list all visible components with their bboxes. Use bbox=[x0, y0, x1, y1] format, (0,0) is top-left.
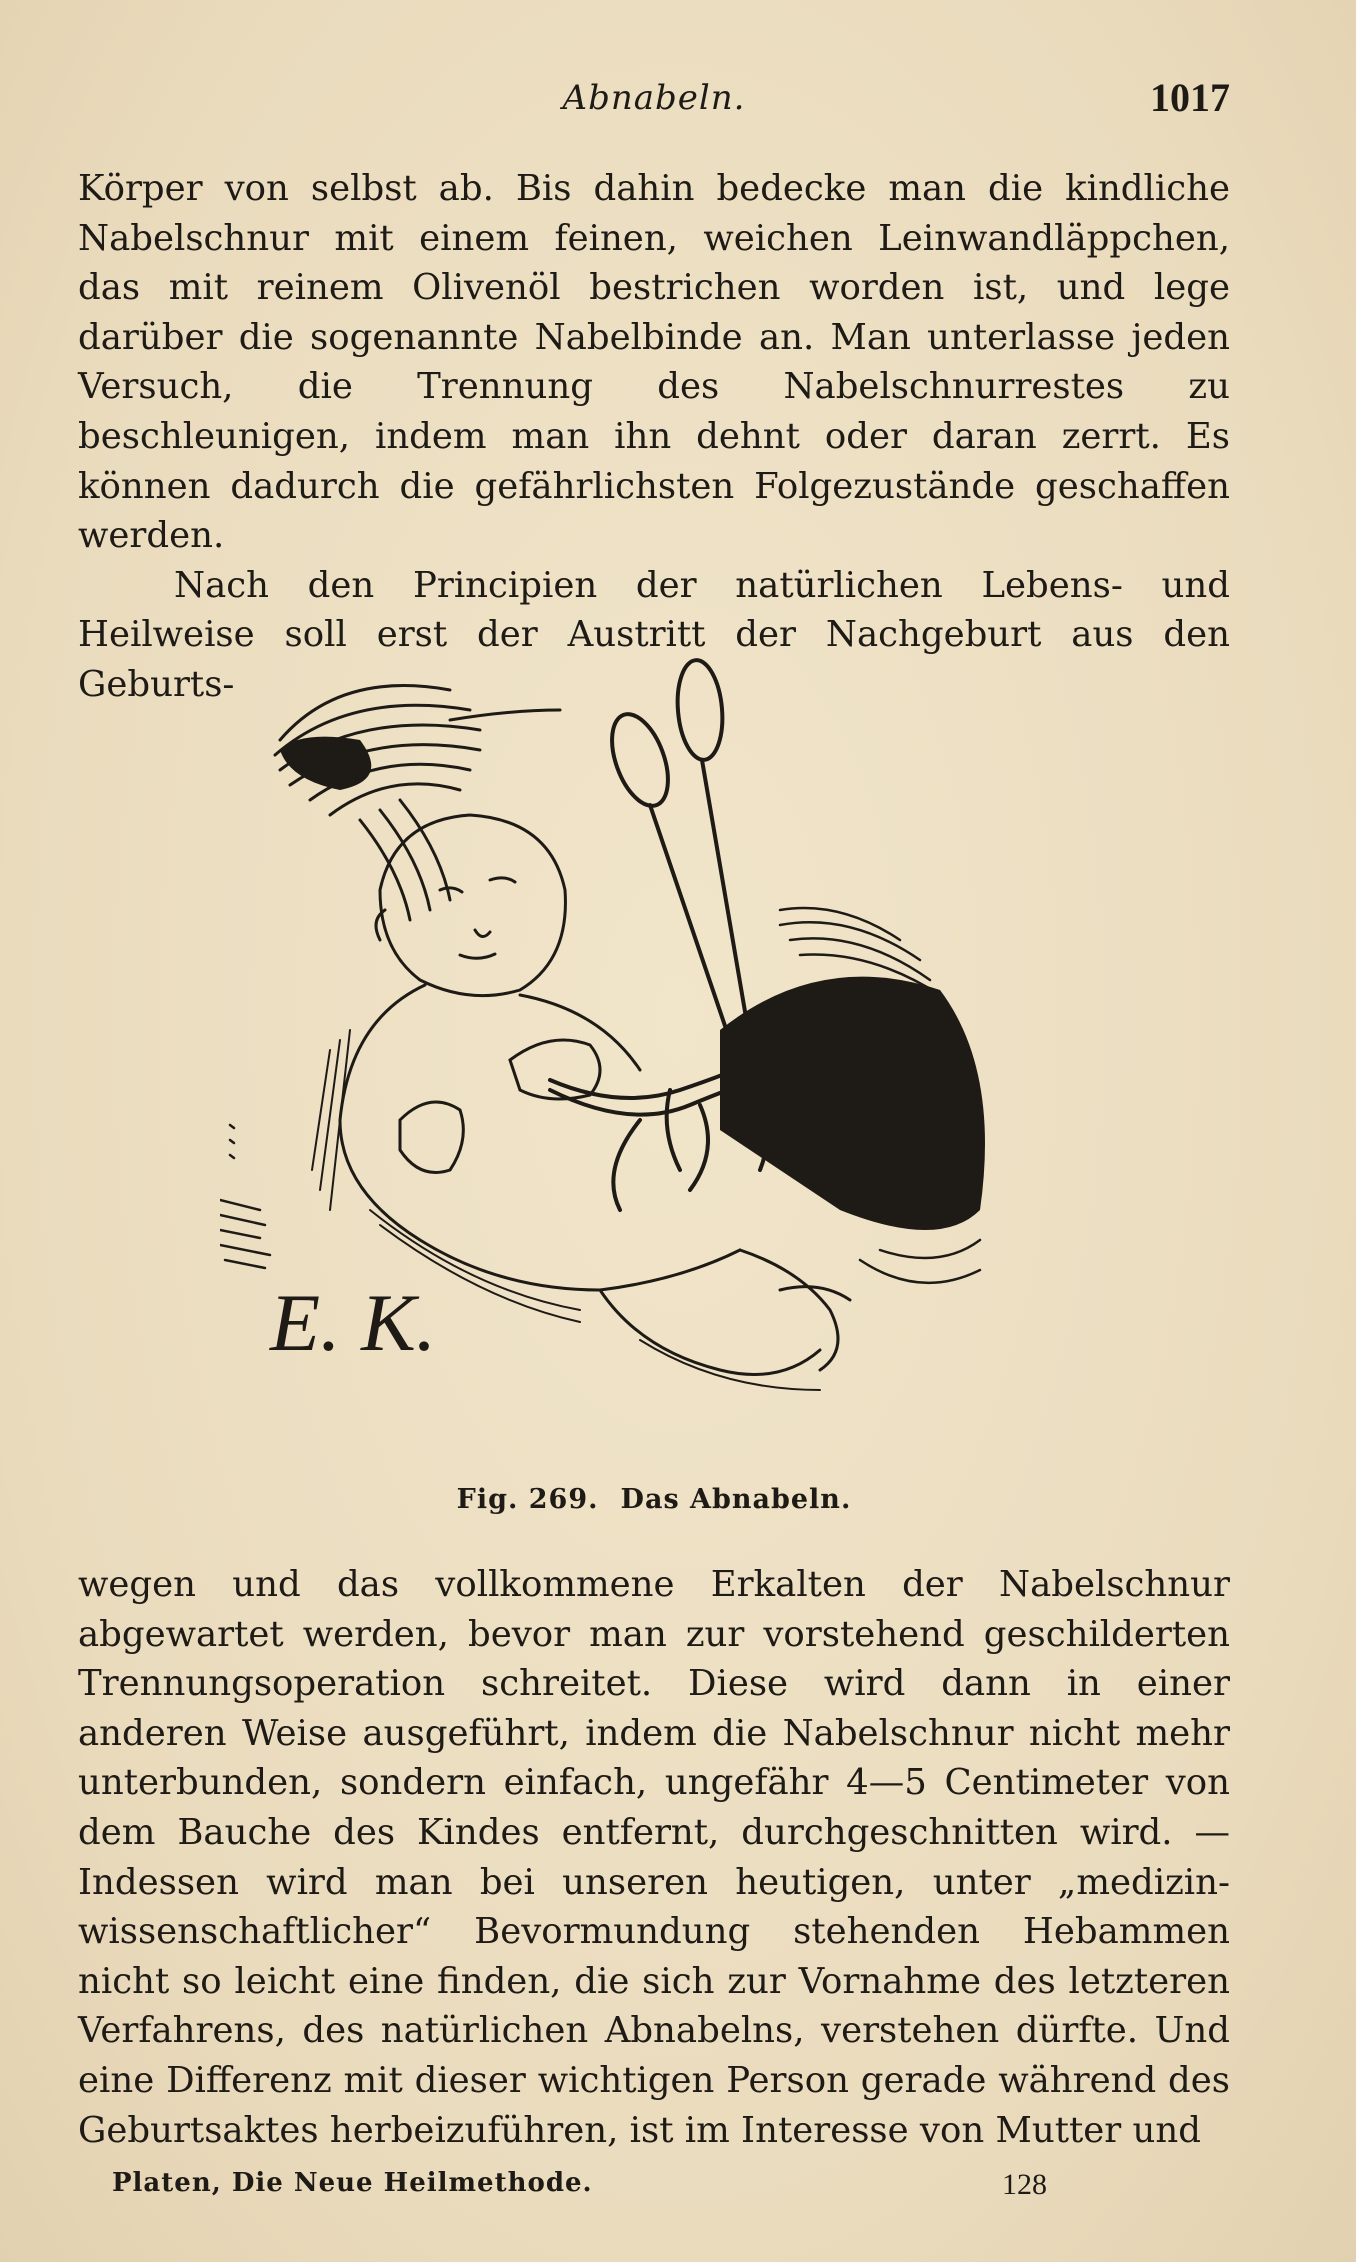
caption-title: Das Abnabeln. bbox=[620, 1484, 852, 1515]
running-title: Abnabeln. bbox=[562, 78, 746, 118]
bottom-text-block bbox=[78, 1560, 1230, 2155]
scissors bbox=[601, 658, 760, 1080]
signature-mark: 128 bbox=[1002, 2168, 1047, 2201]
page-footer bbox=[112, 2168, 1212, 2208]
figure-illustration bbox=[220, 650, 1100, 1490]
figure-caption bbox=[78, 1484, 1230, 1515]
paragraph: wegen und das vollkommene Erkalten der Nabelschnur abgewartet werden, bevor man zur vorstehend geschilderten Trennungsoperation schreitet. Diese wird dann in einer anderen Weise ausgeführt, indem die Nabelschnur nicht mehr unterbunden, sondern einfach, ungefähr 4—5 Centimeter von dem Bauche des Kindes entfernt, durchgeschnitten wird. — Indessen wird man bei unseren heutigen, unter „medizin-wissenschaftlicher“ Bevormundung stehenden Hebammen nicht so leicht eine finden, die sich zur Vornahme des letzteren Verfahrens, des natürlichen Abnabelns, verstehen dürfte. Und eine Differenz mit dieser wichtigen Person gerade während des Geburtsaktes herbeizuführen, ist im Interesse von Mutter und bbox=[78, 1564, 1230, 2151]
paragraph: Nach den Principien der natürlichen Lebens- und Heilweise soll erst der Austritt der Nachgeburt aus den Geburts- bbox=[78, 564, 1230, 705]
page-number: 1017 bbox=[1150, 75, 1230, 120]
newborn-umbilical-cord-scissors-illustration bbox=[220, 650, 1100, 1490]
caption-number: Fig. 269. bbox=[456, 1484, 599, 1515]
top-text-block bbox=[78, 164, 1230, 710]
book-title: Platen, Die Neue Heilmethode. bbox=[112, 2168, 593, 2198]
pillow-hatching bbox=[275, 686, 560, 920]
paragraph: Körper von selbst ab. Bis dahin bedecke man die kindliche Nabelschnur mit einem feinen, weichen Leinwandläppchen, das mit reinem Olivenöl bestrichen worden ist, und lege darüber die sogenannte Nabelbinde an. Man unterlasse jeden Versuch, die Trennung des Nabelschnurrestes zu beschleunigen, indem man ihn dehnt oder daran zerrt. Es können dadurch die gefährlichsten Folgezustände geschaffen werden. bbox=[78, 168, 1230, 557]
artist-signature: E. K. bbox=[270, 1277, 437, 1368]
baby-head bbox=[376, 815, 565, 996]
running-head bbox=[78, 75, 1230, 128]
